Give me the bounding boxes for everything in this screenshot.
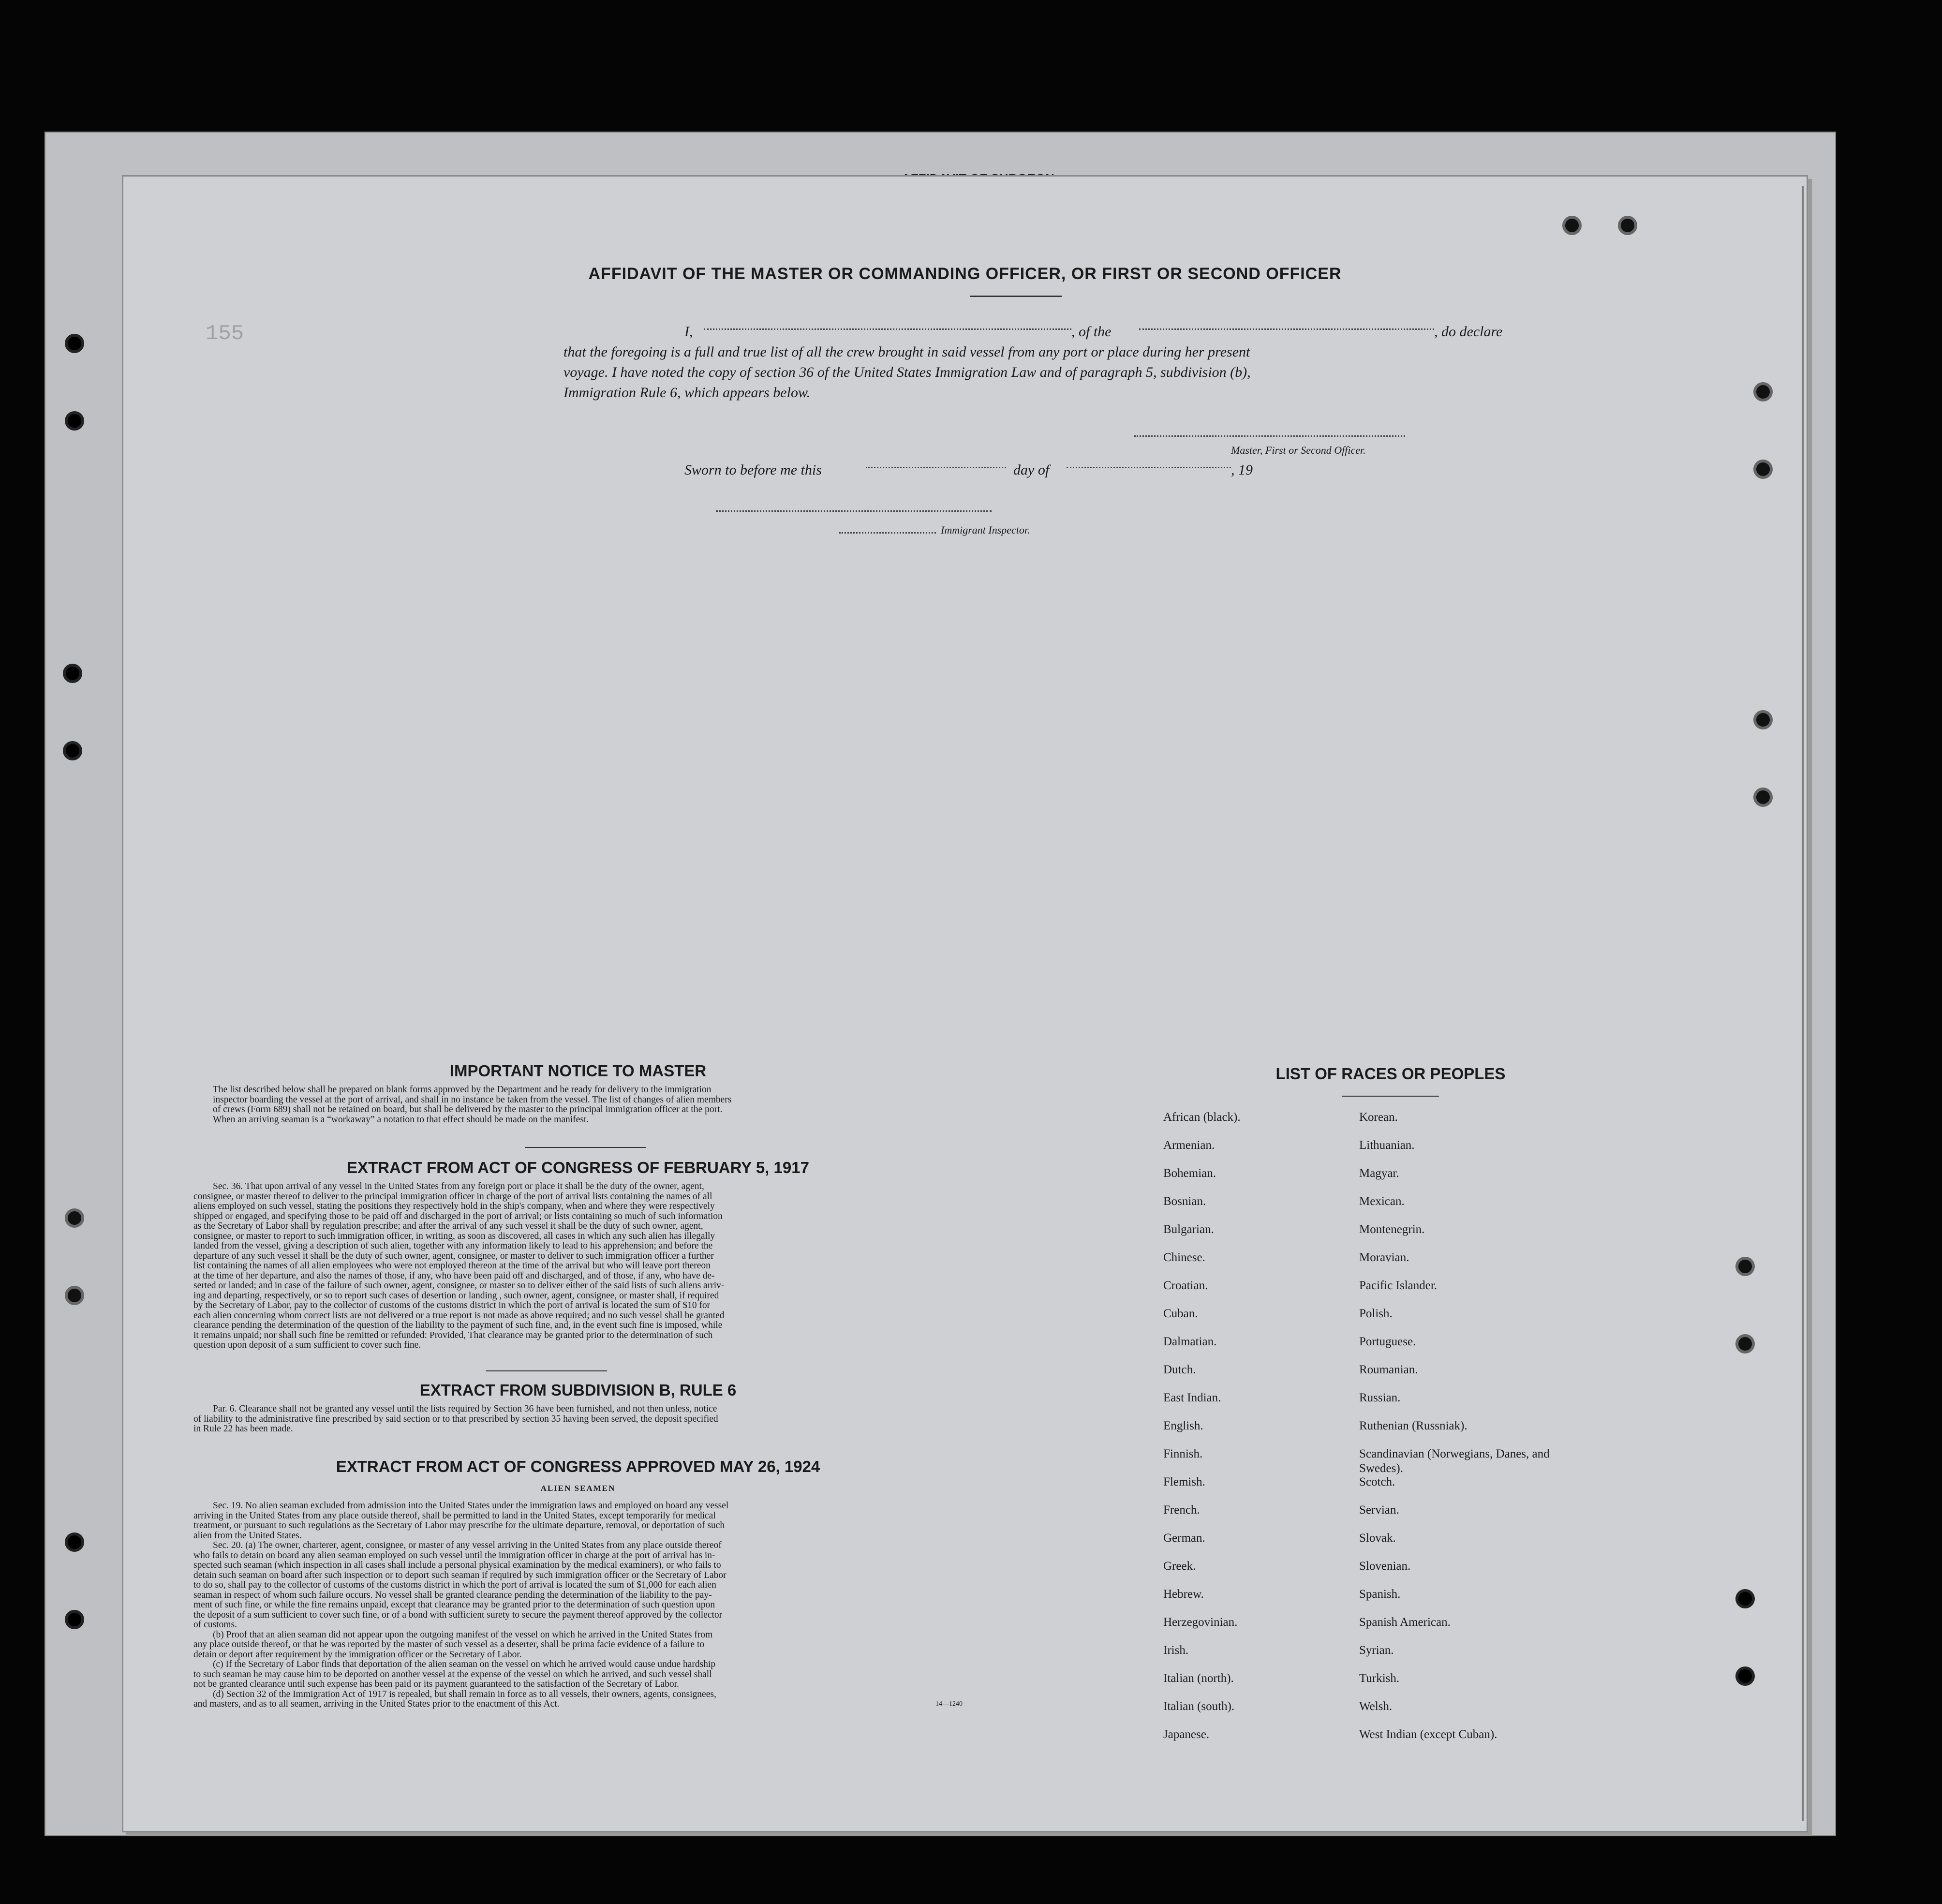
act-1924-body: Sec. 19. No alien seaman excluded from admission into the United States under the immigration laws and employed on board any vessel arriving in the United States from any place outside thereof, shall be permitted to land in the United States, except temporarily for medical treatment, or pursuant to such regulations as the Secretary of Labor may prescribe for the ultimate departure, removal, or deportation of such alien from the United States. Sec. 20. (a) The owner, charterer, agent, consignee, or master of any vessel arriving in the United States from any place outside thereof who fails to detain on board any alien seaman employed on such vessel until the immigration officer in charge at the port of arrival has in- spected such seaman (which inspection in all cases shall include a personal physical examination by the medical examiners), or who fails to detain such seaman on board after such inspection or to deport such seaman if required by such immigration officer or the Secretary of Labor to do so, shall pay to the collector of customs of the customs district in which the port of arrival is located the sum of $1,000 for each alien seaman in respect of whom such failure occurs. No vessel shall be granted clearance pending the determination of the liability to the pay- ment of such fine, or while the fine remains unpaid, except that clearance may be granted prior to the determination of such question upon the deposit of a sum sufficient to cover such fine, or of a bond with sufficient surety to secure the payment thereof approved by the collector of customs. (b) Proof that an alien seaman did not appear upon the outgoing manifest of the vessel on which he arrived in the United States from any place outside thereof, or that he was reported by the master of such vessel as a deserter, shall be prima facie evidence of a failure to detain or deport after requirement by the immigration officer or the Secretary of Labor. (c) If the Secretary of Labor finds that deportation of the alien seaman on the vessel on which he arrived would cause undue hardship to such seaman he may cause him to be deported on another vessel at the expense of the vessel on which he arrived, and such vessel shall not be granted clearance until such expense has been paid or its payment guaranteed to the satisfaction of the Secretary of Labor. (d) Section 32 of the Immigration Act of 1917 is repealed, but shall remain in force as to all vessels, their owners, agents, consignees, and masters, and as to all seamen, arriving in the United States prior to the enactment of this Act. 14—1240 [193, 1501, 963, 1709]
race-item: Bulgarian. [1163, 1223, 1214, 1236]
race-item: Slovenian. [1359, 1560, 1411, 1573]
race-item: Slovak. [1359, 1532, 1396, 1545]
race-item: Scotch. [1359, 1475, 1395, 1488]
rule-6-title: EXTRACT FROM SUBDIVISION B, RULE 6 [419, 1381, 737, 1399]
race-item: Lithuanian. [1359, 1139, 1415, 1152]
punch-hole [1735, 1666, 1755, 1686]
declare-label: , do declare [1434, 324, 1503, 340]
race-item: Flemish. [1163, 1475, 1205, 1488]
race-item: Armenian. [1163, 1139, 1215, 1152]
race-item: English. [1163, 1419, 1203, 1432]
race-item: Japanese. [1163, 1728, 1210, 1741]
race-item: Russian. [1359, 1391, 1401, 1404]
notice-body: The list described below shall be prepared on blank forms approved by the Department and be ready for delivery to the immigration inspector boarding the vessel at the port of arrival, and shall in no instance be taken from the vessel. The list of changes of alien members of crews (Form 689) shall not be retained on board, but shall be delivered by the master to the principal immigration officer at the port. When an arriving seaman is a “workaway” a notation to that effect should be made on the manifest. [213, 1085, 732, 1125]
punch-hole [1753, 788, 1773, 807]
race-item: French. [1163, 1503, 1200, 1517]
year-label: , 19 [1231, 462, 1253, 478]
races-left-column [1163, 1110, 1347, 1755]
sworn-month-field[interactable] [1067, 467, 1231, 468]
races-right-column [1359, 1110, 1591, 1755]
race-item: Croatian. [1163, 1279, 1208, 1292]
race-item: Turkish. [1359, 1672, 1400, 1685]
race-item: German. [1163, 1532, 1205, 1545]
race-item: Greek. [1163, 1560, 1196, 1573]
punch-hole [65, 1532, 84, 1552]
race-item: Ruthenian (Russniak). [1359, 1419, 1468, 1432]
punch-hole [63, 664, 82, 683]
race-item: Herzegovinian. [1163, 1616, 1238, 1629]
race-item: Scandinavian (Norwegians, Danes, and Swedes). [1359, 1447, 1550, 1475]
race-item: African (black). [1163, 1111, 1241, 1124]
notice-title: IMPORTANT NOTICE TO MASTER [449, 1062, 707, 1080]
race-item: Cuban. [1163, 1307, 1198, 1320]
races-underline [1342, 1096, 1439, 1097]
affidavit-title: AFFIDAVIT OF THE MASTER OR COMMANDING OFFICER, OR FIRST OR SECOND OFFICER [588, 265, 1342, 283]
race-item: Dutch. [1163, 1363, 1196, 1376]
race-item: Irish. [1163, 1644, 1189, 1657]
race-item: Magyar. [1359, 1167, 1399, 1180]
page-stamp: 155 [206, 322, 244, 346]
race-item: Roumanian. [1359, 1363, 1418, 1376]
title-underline [970, 296, 1062, 297]
race-item: Syrian. [1359, 1644, 1394, 1657]
edge-line [1802, 186, 1804, 1821]
race-item: Spanish. [1359, 1588, 1401, 1601]
race-item: Italian (north). [1163, 1672, 1234, 1685]
punch-hole [1735, 1257, 1755, 1276]
inspector-signature-line[interactable] [716, 510, 992, 512]
officer-signature-line[interactable] [1134, 435, 1405, 437]
punch-hole [1562, 216, 1582, 235]
notice-divider [525, 1147, 646, 1148]
race-item: Moravian. [1359, 1251, 1409, 1264]
races-title: LIST OF RACES OR PEOPLES [1275, 1065, 1506, 1083]
race-item: Montenegrin. [1359, 1223, 1425, 1236]
vessel-field[interactable] [1139, 328, 1434, 330]
race-item: Spanish American. [1359, 1616, 1451, 1629]
sworn-label: Sworn to before me this [684, 462, 822, 478]
punch-hole [1753, 382, 1773, 402]
rule-6-body: Par. 6. Clearance shall not be granted any vessel until the lists required by Section 36 have been furnished, and not then unless, notice of liability to the administrative fine prescribed by said section or to that prescribed by section 35 having been served, the deposit specified in Rule 22 has been made. [193, 1404, 718, 1434]
race-item: Pacific Islander. [1359, 1279, 1438, 1292]
race-item: Korean. [1359, 1111, 1398, 1124]
punch-hole [65, 334, 84, 353]
sworn-day-field[interactable] [866, 467, 1006, 468]
i-label: I, [684, 324, 693, 340]
punch-hole [65, 1208, 84, 1228]
race-item: Italian (south). [1163, 1700, 1235, 1713]
punch-hole [1753, 710, 1773, 729]
affidavit-body [563, 322, 1666, 403]
race-item: East Indian. [1163, 1391, 1221, 1404]
race-item: Welsh. [1359, 1700, 1393, 1713]
act-1917-body: Sec. 36. That upon arrival of any vessel in the United States from any foreign port or place it shall be the duty of the owner, agent, consignee, or master thereof to deliver to the principal immigration officer in charge of the port of arrival lists containing the names of all aliens employed on such vessel, stating the positions they respectively hold in the ship's company, when and where they were respectively shipped or engaged, and specifying those to be paid off and discharged in the port of arrival; or lists containing so much of such information as the Secretary of Labor shall by regulation prescribe; and after the arrival of any such vessel it shall be the duty of such owner, agent, consignee, or master to report to such immigration officer, in writing, as soon as discovered, all cases in which any such alien has illegally landed from the vessel, giving a description of such alien, together with any information likely to lead to his apprehension; and before the departure of any such vessel it shall be the duty of such owner, agent, consignee, or master to deliver to such immigration officer a further list containing the names of all alien employees who were not employed thereon at the time of the arrival but who will leave port thereon at the time of her departure, and also the names of those, if any, who have been paid off and discharged, and of those, if any, who have de- serted or landed; and in case of the failure of such owner, agent, consignee, or master so to deliver either of the said lists of such aliens arriv- ing and departing, respectively, or so to report such cases of desertion or landing , such owner, agent, consignee, or master shall, if required by the Secretary of Labor, pay to the collector of customs of the customs district in which the port of arrival is located the sum of $10 for each alien concerning whom correct lists are not delivered or a true report is not made as above required; and no such vessel shall be granted clearance pending the determination of the question of the liability to the payment of such fine, and, in the event such fine is imposed, while it remains unpaid; nor shall such fine be remitted or refunded: Provided, That clearance may be granted prior to the determination of such question upon deposit of a sum sufficient to cover such fine. [193, 1181, 725, 1350]
affidavit-line-4: Immigration Rule 6, which appears below. [563, 385, 811, 401]
race-item: Chinese. [1163, 1251, 1205, 1264]
form-number: 14—1240 [935, 1700, 963, 1708]
punch-hole [65, 1286, 84, 1305]
race-item: West Indian (except Cuban). [1359, 1728, 1497, 1741]
punch-hole [1753, 460, 1773, 479]
affidavit-line-3: voyage. I have noted the copy of section 36 of the United States Immigration Law and of paragraph 5, subdivision (b), [563, 364, 1251, 380]
race-item: Bohemian. [1163, 1167, 1216, 1180]
name-field[interactable] [704, 328, 1071, 330]
punch-hole [1618, 216, 1637, 235]
act-1924-title: EXTRACT FROM ACT OF CONGRESS APPROVED MAY 26, 1924 [336, 1458, 820, 1475]
punch-hole [1735, 1334, 1755, 1354]
race-item: Mexican. [1359, 1195, 1405, 1208]
punch-hole [65, 411, 84, 431]
race-item: Polish. [1359, 1307, 1393, 1320]
punch-hole [1735, 1589, 1755, 1608]
race-item: Portuguese. [1359, 1335, 1416, 1348]
race-item: Dalmatian. [1163, 1335, 1217, 1348]
race-item: Servian. [1359, 1503, 1399, 1517]
of-the-label: , of the [1071, 324, 1112, 340]
inspector-lead-line [839, 532, 936, 534]
act-1917-divider [486, 1370, 607, 1371]
race-item: Bosnian. [1163, 1195, 1206, 1208]
sworn-line [563, 460, 1337, 481]
race-item: Hebrew. [1163, 1588, 1204, 1601]
inspector-caption: Immigrant Inspector. [941, 524, 1030, 536]
day-of-label: day of [1013, 462, 1050, 478]
punch-hole [65, 1610, 84, 1629]
race-item: Finnish. [1163, 1447, 1203, 1460]
officer-caption: Master, First or Second Officer. [1231, 444, 1366, 456]
act-1917-title: EXTRACT FROM ACT OF CONGRESS OF FEBRUARY 5, 1917 [347, 1159, 809, 1176]
affidavit-line-2: that the foregoing is a full and true list of all the crew brought in said vessel from any port or place during her present [563, 344, 1250, 360]
punch-hole [63, 741, 82, 760]
alien-seamen-subtitle: ALIEN SEAMEN [540, 1484, 616, 1493]
affidavit-page [122, 175, 1808, 1832]
